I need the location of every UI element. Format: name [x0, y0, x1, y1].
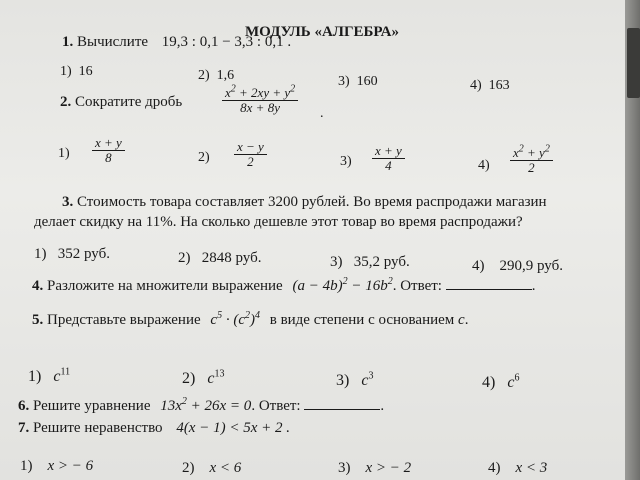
task-prompt: Сократите дробь: [75, 94, 183, 110]
task-2-option-2-label: 2): [198, 150, 210, 165]
binder-tab: [627, 28, 640, 98]
task-7: [18, 420, 290, 437]
task-3-option-4: 4) 290,9 руб.: [472, 258, 563, 274]
task-4: 4. Разложите на множители выражение $(a - 4b)^2 - 16b^2$. Ответ: .: [32, 276, 536, 294]
task-number: 2.: [60, 94, 72, 110]
task-2-period: .: [320, 106, 324, 121]
answer-blank[interactable]: [446, 289, 532, 290]
task-2-option-4-label: 4): [478, 158, 490, 173]
task-number: 6.: [18, 398, 30, 414]
task-prompt: Представьте выражение: [47, 312, 201, 328]
page-title: МОДУЛЬ «АЛГЕБРА»: [245, 24, 400, 40]
task-prompt: Решите неравенство: [33, 420, 163, 436]
answer-blank[interactable]: [304, 409, 380, 410]
task-5-option-3: 3) $c^3$: [336, 370, 374, 389]
task-prompt: Разложите на множители выражение: [47, 278, 283, 294]
task-1-option-4: 4) 163: [470, 78, 510, 93]
task-3-option-3: 3) 35,2 руб.: [330, 254, 410, 270]
task-2: [60, 94, 182, 111]
task-prompt: Решите уравнение: [33, 398, 151, 414]
task-2-option-2: $\frac{x - y}{2}$: [234, 140, 267, 169]
task-expression: 19,3 : 0,1 − 3,3 : 0,1 .: [161, 34, 292, 50]
task-3-option-2: 2) 2848 руб.: [178, 250, 262, 266]
task-7-option-2: 2) x < 6: [182, 460, 242, 476]
task-expression: $c^5 \cdot (c^2)^4$: [210, 310, 260, 328]
task-number: 1.: [62, 34, 74, 50]
task-3-line-2: делает скидку на 11%. На сколько дешевле этот товар во время распродажи?: [34, 214, 523, 230]
task-2-option-1-label: 1): [58, 146, 70, 161]
task-expression: $(a - 4b)^2 - 16b^2$: [292, 276, 393, 294]
task-5: 5. Представьте выражение $c^5 \cdot (c^2)^4$ в виде степени с основанием c.: [32, 310, 469, 328]
task-5-option-1: 1) $c^{11}$: [28, 366, 71, 385]
task-number: 4.: [32, 278, 44, 294]
task-2-option-4: $\frac{x^2 + y^2}{2}$: [510, 146, 553, 175]
task-expression: 4(x − 1) < 5x + 2 .: [176, 420, 290, 436]
task-2-option-1: $\frac{x + y}{8}$: [92, 136, 125, 165]
task-number: 3.: [62, 194, 74, 210]
task-number: 7.: [18, 420, 30, 436]
task-1-option-2: 2) 1,6: [198, 68, 235, 83]
task-prompt: Вычислите: [77, 34, 149, 50]
task-expression: $13x^2 + 26x = 0$: [160, 396, 252, 414]
task-1-option-3: 3) 160: [338, 74, 378, 89]
task-2-option-3-label: 3): [340, 154, 352, 169]
task-2-option-3: $\frac{x + y}{4}$: [372, 144, 405, 173]
task-7-option-4: 4) x < 3: [488, 460, 548, 476]
task-number: 5.: [32, 312, 44, 328]
task-3-option-1: 1) 352 руб.: [34, 246, 110, 262]
task-7-option-3: 3) x > − 2: [338, 460, 412, 476]
task-3-line-1: 3. Стоимость товара составляет 3200 рублей. Во время распродажи магазин: [62, 194, 547, 210]
task-6: 6. Решите уравнение $13x^2 + 26x = 0$. Ответ: .: [18, 396, 385, 414]
task-1-option-1: 1) 16: [60, 64, 93, 79]
task-1: [62, 34, 291, 51]
task-7-option-1: 1) x > − 6: [20, 458, 94, 474]
task-5-option-4: 4) $c^6$: [482, 372, 520, 391]
task-2-fraction: $\frac{x^2 + 2xy + y^2}{8x + 8y}$: [222, 86, 298, 115]
task-5-option-2: 2) $c^{13}$: [182, 368, 225, 387]
